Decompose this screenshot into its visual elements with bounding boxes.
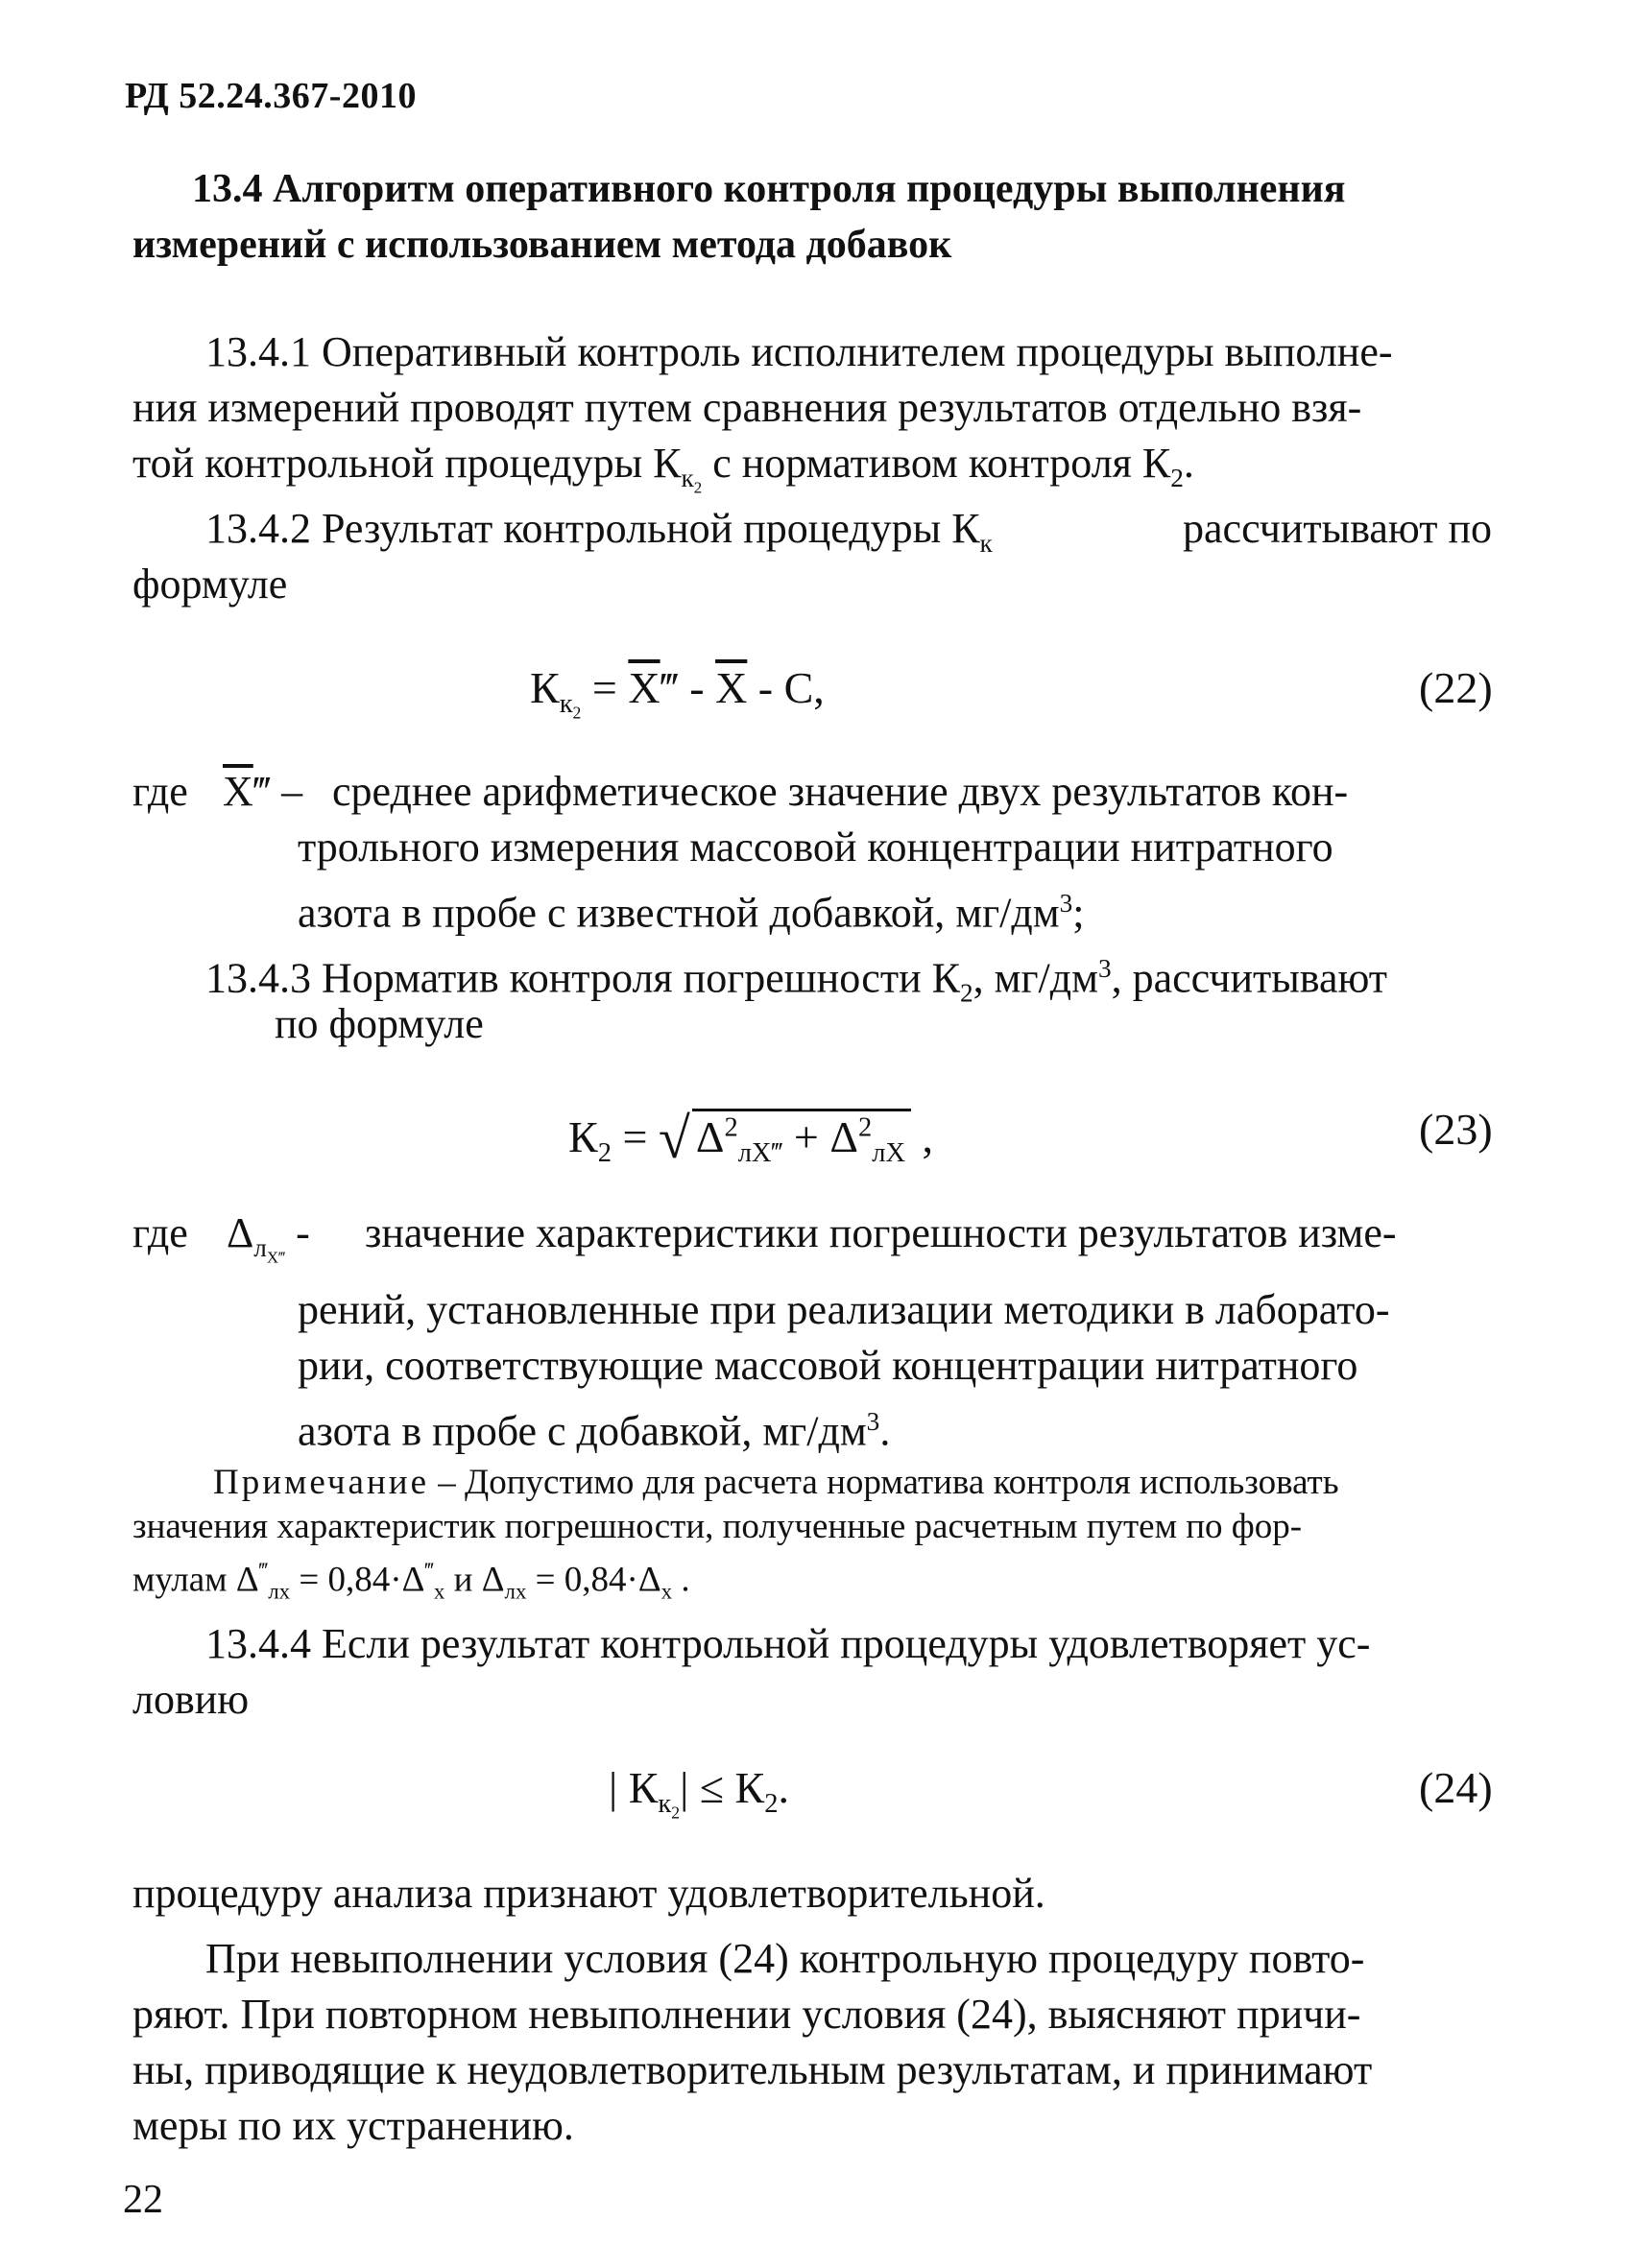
paragraph-repeat-line1: При невыполнении условия (24) контрольную процедуру повто-: [205, 1935, 1365, 1982]
paragraph-repeat-line4: меры по их устранению.: [132, 2102, 574, 2149]
definition-delta-line1: значение характеристики погрешности результатов изме-: [365, 1209, 1397, 1256]
equation-23: $К_2$ = √ $\Delta^2_{лХ‴} + \Delta^2_{лХ}$ ,: [568, 1107, 934, 1170]
paragraph-repeat-line2: ряют. При повторном невыполнении условия (24), выясняют причи-: [132, 1991, 1361, 2038]
definition-xm-line3: азота в пробе с известной добавкой, $мг/дм^3$;: [298, 889, 1085, 937]
paragraph-13-4-2-line1: 13.4.2 Результат контрольной процедуры $К_к$ рассчитывают по: [205, 505, 1492, 558]
section-title-line1: 13.4 Алгоритм оперативного контроля процедуры выполнения: [192, 167, 1346, 211]
paragraph-13-4-2-line2: формуле: [132, 561, 288, 608]
paragraph-13-4-1-line1: 13.4.1 Оперативный контроль исполнителем процедуры выполне-: [205, 328, 1393, 375]
definition-xm-symbol: $\overline{X}‴$ –: [223, 768, 303, 815]
definition-xm-line2: трольного измерения массовой концентрации нитратного: [298, 824, 1333, 871]
paragraph-conclusion: процедуру анализа признают удовлетворительной.: [132, 1870, 1045, 1917]
paragraph-13-4-4-line1: 13.4.4 Если результат контрольной процедуры удовлетворяет ус-: [205, 1620, 1371, 1667]
definition-delta-line3: рии, соответствующие массовой концентрации нитратного: [298, 1342, 1358, 1389]
paragraph-13-4-4-line2: ловию: [132, 1676, 250, 1723]
equation-23-number: (23): [1419, 1105, 1493, 1154]
document-header: РД 52.24.367-2010: [125, 76, 417, 116]
equation-24: | $К_{к_2}| \le К_2$.: [609, 1763, 789, 1823]
paragraph-13-4-3-line1: 13.4.3 Норматив контроля погрешности $К_2$, $мг/дм^3$, рассчитывают: [205, 954, 1388, 1008]
definition-delta-where: где: [132, 1209, 188, 1256]
paragraph-repeat-line3: ны, приводящие к неудовлетворительным результатам, и принимают: [132, 2046, 1373, 2093]
paragraph-13-4-1-line3: той контрольной процедуры $К_{к_2}$ с нормативом контроля $К_2$.: [132, 440, 1194, 497]
equation-22-number: (22): [1419, 663, 1493, 712]
section-title: [132, 161, 1517, 273]
definition-delta-symbol: $\Delta_{л_{Х‴}}$ -: [227, 1209, 310, 1267]
paragraph-13-4-3-line2: по формуле: [275, 1000, 484, 1047]
definition-delta-line2: рений, установленные при реализации методики в лаборато-: [298, 1286, 1390, 1333]
definition-delta-line4: азота в пробе с добавкой, $мг/дм^3$.: [298, 1407, 891, 1455]
equation-24-number: (24): [1419, 1763, 1493, 1812]
note-line1: Примечание – Допустимо для расчета норматива контроля использовать: [213, 1463, 1339, 1502]
definition-xm-line1: среднее арифметическое значение двух результатов кон-: [332, 768, 1349, 815]
paragraph-13-4-1-line2: ния измерений проводят путем сравнения результатов отдельно взя-: [132, 384, 1362, 431]
definition-xm-where: где: [132, 768, 188, 815]
equation-22: $К_{к_2}$ = $\overline{X}‴ - \overline{X}$ - С,: [530, 663, 825, 723]
note-line2: значения характеристик погрешности, полученные расчетным путем по фор-: [132, 1507, 1303, 1546]
note-line3: мулам $\Delta^‴_{лх} = 0,84\cdot\Delta^‴_х$ и $\Delta_{лх} = 0,84\cdot\Delta_х$ .: [132, 1559, 690, 1604]
sqrt-icon: √: [658, 1107, 690, 1170]
section-title-line2: измерений с использованием метода добавок: [132, 223, 952, 267]
page-number: 22: [123, 2178, 163, 2222]
